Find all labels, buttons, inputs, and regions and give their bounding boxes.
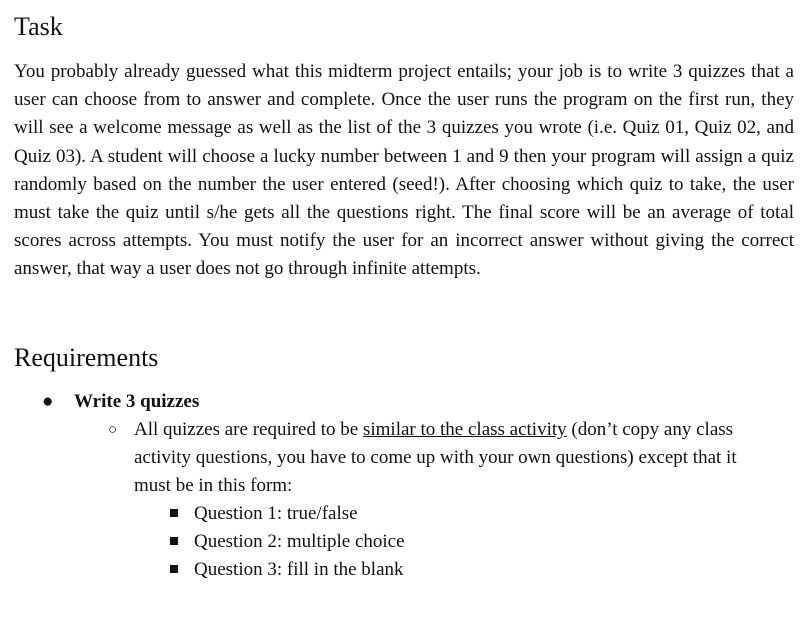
square-bullet-icon xyxy=(170,565,178,573)
requirements-heading: Requirements xyxy=(14,343,159,372)
task-heading: Task xyxy=(14,12,63,41)
question-text: Question 2: multiple choice xyxy=(194,531,405,552)
requirement-subitem xyxy=(14,416,754,500)
class-activity-link: similar to the class activity xyxy=(362,419,567,440)
question-item-1 xyxy=(14,500,794,528)
square-bullet-icon xyxy=(170,537,178,545)
subitem-text-suffix: (don’t copy any class activity questions, you have to come up with your own questions) except that it must be in this form: xyxy=(134,419,737,496)
question-text: Question 1: true/false xyxy=(194,503,358,524)
filled-circle-bullet-icon: ● xyxy=(42,391,54,412)
question-item-3 xyxy=(14,556,794,584)
subitem-text-prefix: All quizzes are required to be xyxy=(134,419,363,440)
hollow-circle-bullet-icon: ○ xyxy=(108,422,118,438)
requirement-label: Write 3 quizzes xyxy=(74,391,200,412)
requirements-list xyxy=(14,388,794,584)
square-bullet-icon xyxy=(170,509,178,517)
question-item-2 xyxy=(14,528,794,556)
question-text: Question 3: fill in the blank xyxy=(194,559,404,580)
task-description: You probably already guessed what this midterm project entails; your job is to write 3 quizzes that a user can choose from to answer and complete. Once the user runs the program on the first run, they will see a welcome message as well as the list of the 3 quizzes you wrote (i.e. Quiz 01, Quiz 02, and Quiz 03). A student will choose a lucky number between 1 and 9 then your program will assign a quiz randomly based on the number the user entered (seed!). After choosing which quiz to take, the user must take the quiz until s/he gets all the questions right. The final score will be an average of total scores across attempts. You must notify the user for an incorrect answer without giving the correct answer, that way a user does not go through infinite attempts. xyxy=(14,61,794,280)
requirement-item-write-quizzes xyxy=(14,388,794,416)
